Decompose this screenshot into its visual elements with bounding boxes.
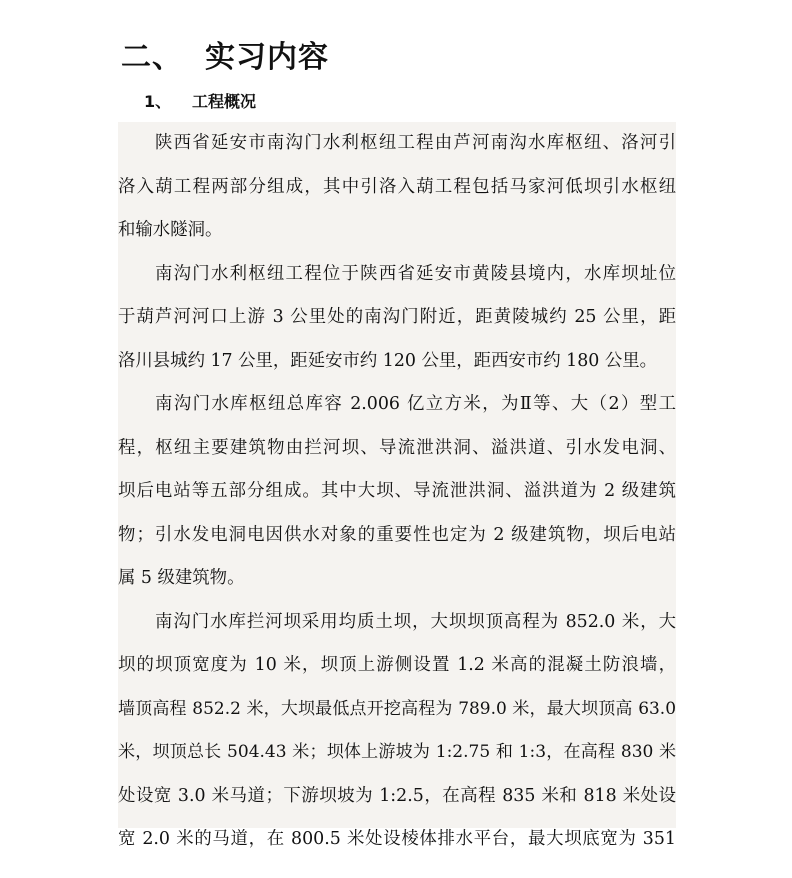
section-number: 二、: [121, 40, 183, 75]
text-line: 宽 2.0 米的马道，在 800.5 米处设棱体排水平台，最大坝底宽为 351: [118, 829, 676, 849]
paragraph-structures: [118, 383, 676, 601]
subsection-number: 1、: [144, 92, 172, 111]
text-line: 陕西省延安市南沟门水利枢纽工程由芦河南沟水库枢纽、洛河引: [155, 133, 676, 153]
body-text: [118, 122, 676, 849]
text-line: 坝后电站等五部分组成。其中大坝、导流泄洪洞、溢洪道为 2 级建筑: [118, 481, 676, 501]
text-line: 南沟门水库拦河坝采用均质土坝，大坝坝顶高程为 852.0 米，大: [155, 611, 676, 632]
section-title: 实习内容: [205, 40, 329, 75]
paragraph-dam: [118, 601, 676, 862]
text-line: 属 5 级建筑物。: [118, 568, 245, 588]
text-line: 墙顶高程 852.2 米，大坝最低点开挖高程为 789.0 米，最大坝顶高 63.0: [118, 698, 676, 719]
text-line: 坝的坝顶宽度为 10 米，坝顶上游侧设置 1.2 米高的混凝土防浪墙，: [118, 655, 676, 675]
text-line: 南沟门水利枢纽工程位于陕西省延安市黄陵县境内，水库坝址位: [155, 263, 676, 284]
subsection-title: 工程概况: [192, 92, 257, 111]
text-line: 物；引水发电洞电因供水对象的重要性也定为 2 级建筑物，坝后电站: [118, 524, 676, 545]
text-line: 和输水隧洞。: [118, 220, 223, 240]
text-line: 洛川县城约 17 公里，距延安市约 120 公里，距西安市约 180 公里。: [118, 350, 658, 371]
subsection-heading: [144, 89, 256, 115]
paragraph-overview: [118, 122, 676, 253]
text-line: 南沟门水库枢纽总库容 2.006 亿立方米，为Ⅱ等、大（2）型工: [155, 394, 676, 414]
text-line: 处设宽 3.0 米马道；下游坝坡为 1:2.5，在高程 835 米和 818 米处设: [118, 785, 676, 806]
section-heading: [121, 36, 329, 80]
text-line: 于葫芦河河口上游 3 公里处的南沟门附近，距黄陵城约 25 公里，距: [118, 307, 676, 327]
text-line: 洛入葫工程两部分组成，其中引洛入葫工程包括马家河低坝引水枢纽: [118, 176, 676, 197]
text-line: 程，枢纽主要建筑物由拦河坝、导流泄洪洞、溢洪道、引水发电洞、: [118, 437, 676, 458]
paragraph-location: [118, 253, 676, 384]
text-line: 米，坝顶总长 504.43 米；坝体上游坡为 1:2.75 和 1:3，在高程 830 米: [118, 742, 676, 762]
